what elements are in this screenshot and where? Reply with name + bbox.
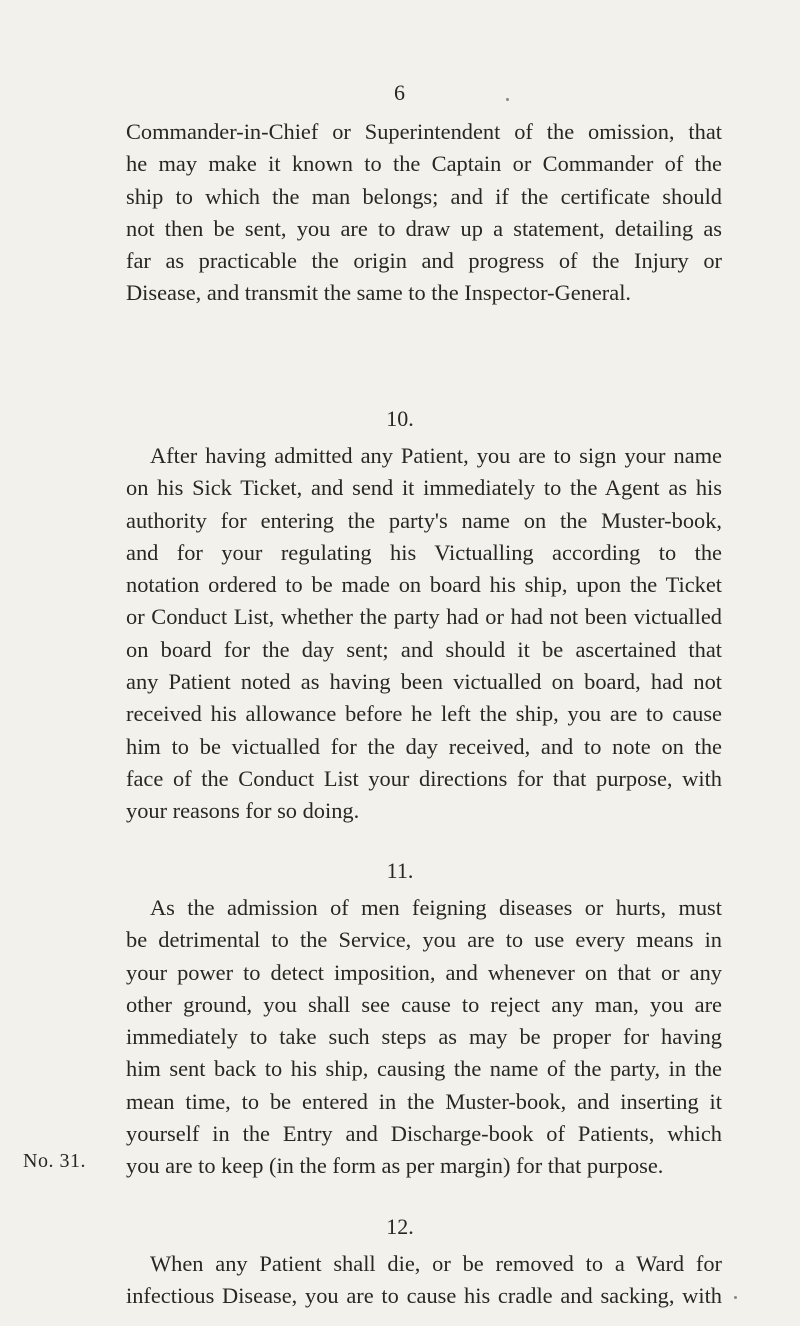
text-line: on his Sick Ticket, and send it immediately to the Agent as his bbox=[126, 475, 722, 501]
margin-note: No. 31. bbox=[23, 1150, 86, 1172]
section-11-paragraph bbox=[126, 892, 722, 1183]
text-line: your power to detect imposition, and whenever on that or any bbox=[126, 959, 722, 985]
text-line: ship to which the man belongs; and if the certificate should bbox=[126, 183, 722, 209]
page-number: 6 bbox=[394, 80, 406, 105]
text-line: authority for entering the party's name on the Muster-book, bbox=[126, 507, 722, 533]
text-line: any Patient noted as having been victualled on board, had not bbox=[126, 669, 722, 695]
paper-speck bbox=[506, 98, 509, 101]
text-line: immediately to take such steps as may be proper for having bbox=[126, 1024, 722, 1050]
text-line: him to be victualled for the day received, and to note on the bbox=[126, 733, 722, 759]
text-line: your reasons for so doing. bbox=[126, 798, 360, 824]
text-line: him sent back to his ship, causing the name of the party, in the bbox=[126, 1056, 722, 1082]
section-12-paragraph bbox=[126, 1248, 722, 1313]
text-line: other ground, you shall see cause to reject any man, you are bbox=[126, 991, 722, 1017]
text-line: yourself in the Entry and Discharge-book of Patients, which bbox=[126, 1121, 722, 1147]
text-line: Disease, and transmit the same to the Inspector-General. bbox=[126, 280, 632, 306]
text-line: infectious Disease, you are to cause his cradle and sacking, with bbox=[126, 1283, 722, 1309]
paper-speck bbox=[734, 1296, 737, 1299]
text-line: After having admitted any Patient, you are to sign your name bbox=[150, 443, 722, 468]
text-line: be detrimental to the Service, you are to use every means in bbox=[126, 927, 722, 953]
text-line: face of the Conduct List your directions for that purpose, with bbox=[126, 765, 722, 791]
text-line: not then be sent, you are to draw up a statement, detailing as bbox=[126, 215, 722, 241]
text-line: he may make it known to the Captain or Commander of the bbox=[126, 151, 722, 177]
continuation-paragraph bbox=[126, 116, 722, 310]
text-line: far as practicable the origin and progress of the Injury or bbox=[126, 248, 722, 274]
text-line: mean time, to be entered in the Muster-book, and inserting it bbox=[126, 1088, 722, 1114]
text-line: or Conduct List, whether the party had or had not been victualled bbox=[126, 604, 722, 630]
text-line: and for your regulating his Victualling according to the bbox=[126, 539, 722, 565]
text-line: you are to keep (in the form as per margin) for that purpose. bbox=[126, 1153, 664, 1179]
text-line: received his allowance before he left the ship, you are to cause bbox=[126, 701, 722, 727]
text-line: Commander-in-Chief or Superintendent of the omission, that bbox=[126, 119, 722, 144]
section-10-paragraph bbox=[126, 440, 722, 828]
section-number-12: 12. bbox=[386, 1214, 414, 1239]
text-line: on board for the day sent; and should it be ascertained that bbox=[126, 636, 722, 662]
section-number-11: 11. bbox=[386, 858, 414, 883]
text-line: As the admission of men feigning diseases or hurts, must bbox=[150, 895, 722, 920]
section-number-10: 10. bbox=[386, 406, 414, 431]
text-line: notation ordered to be made on board his ship, upon the Ticket bbox=[126, 572, 722, 598]
text-line: When any Patient shall die, or be removed to a Ward for bbox=[150, 1251, 722, 1276]
